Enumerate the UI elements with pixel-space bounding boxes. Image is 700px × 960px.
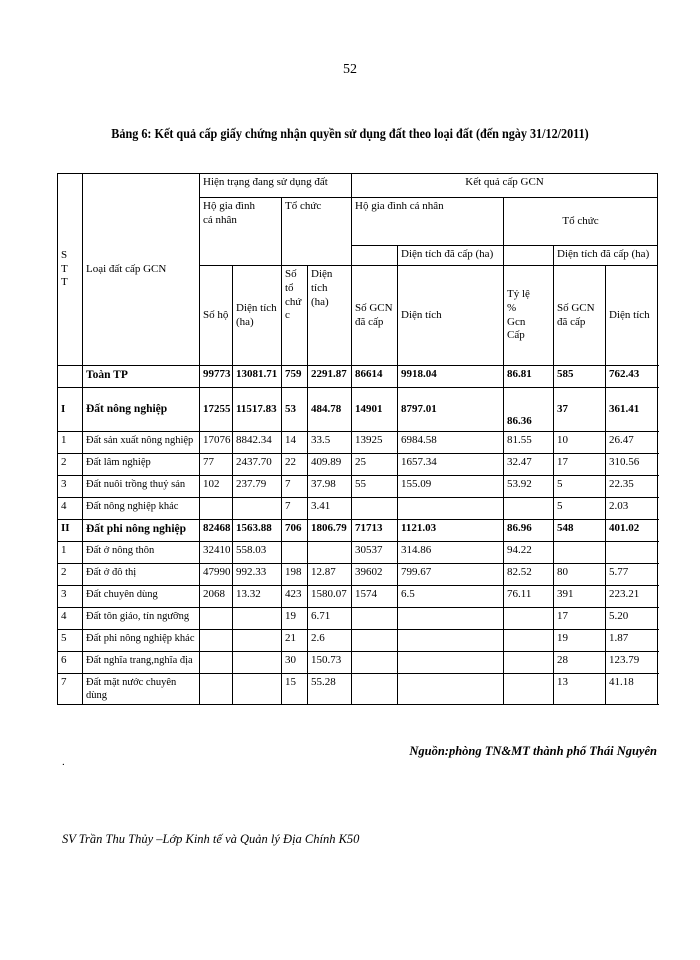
- header-org-result: Tổ chức: [504, 198, 658, 246]
- header-blank-cell: [504, 246, 554, 266]
- row-land-type: Đất tôn giáo, tín ngưỡng: [83, 608, 200, 630]
- cell-area-household: 13.32: [233, 586, 282, 608]
- row-land-type: Đất sản xuất nông nghiệp: [83, 432, 200, 454]
- table-row: [58, 674, 658, 705]
- table-row: [58, 564, 658, 586]
- row-stt: II: [58, 520, 83, 542]
- table-row: [58, 476, 658, 498]
- header-stt: S T T: [58, 174, 83, 366]
- row-stt: 4: [58, 498, 83, 520]
- cell-area-granted-household: 6.5: [398, 586, 504, 608]
- table-caption: Bảng 6: Kết quả cấp giấy chứng nhận quyền sử dụng đất theo loại đất (đến ngày 31/12/2011): [111, 126, 589, 141]
- cell-gcn-household: 30537: [352, 542, 398, 564]
- cell-area-granted-org: [606, 542, 658, 564]
- cell-households: [200, 608, 233, 630]
- cell-gcn-household: 39602: [352, 564, 398, 586]
- row-stt: 2: [58, 454, 83, 476]
- cell-area-granted-household: 9918.04: [398, 366, 504, 388]
- header-pct: Tỷ lệ % Gcn Cấp: [504, 266, 554, 366]
- header-area-granted-org: Diện tích đã cấp (ha): [554, 246, 658, 266]
- cell-area-granted-org: 41.18: [606, 674, 658, 705]
- page-footer: SV Trần Thu Thủy –Lớp Kinh tế và Quản lý Địa Chính K50: [62, 832, 360, 846]
- cell-area-household: 237.79: [233, 476, 282, 498]
- cell-pct-household: 86.96: [504, 520, 554, 542]
- cell-gcn-household: [352, 652, 398, 674]
- cell-gcn-household: 25: [352, 454, 398, 476]
- cell-gcn-org: 17: [554, 608, 606, 630]
- cell-households: [200, 652, 233, 674]
- cell-orgs: 22: [282, 454, 308, 476]
- cell-pct-household: 94.22: [504, 542, 554, 564]
- row-land-type: Đất chuyên dùng: [83, 586, 200, 608]
- cell-area-granted-household: 799.67: [398, 564, 504, 586]
- row-stt: 7: [58, 674, 83, 705]
- cell-area-granted-household: 8797.01: [398, 388, 504, 432]
- cell-pct-household: [504, 608, 554, 630]
- cell-area-granted-household: 1657.34: [398, 454, 504, 476]
- cell-area-household: 992.33: [233, 564, 282, 586]
- cell-gcn-household: [352, 630, 398, 652]
- cell-area-org: 150.73: [308, 652, 352, 674]
- cell-area-household: 13081.71: [233, 366, 282, 388]
- table-row: [58, 366, 658, 388]
- cell-gcn-org: 80: [554, 564, 606, 586]
- cell-area-household: [233, 498, 282, 520]
- row-stt: 6: [58, 652, 83, 674]
- cell-orgs: 53: [282, 388, 308, 432]
- cell-area-granted-household: [398, 608, 504, 630]
- cell-area-household: 558.03: [233, 542, 282, 564]
- page-number: 52: [343, 62, 357, 77]
- cell-orgs: 198: [282, 564, 308, 586]
- cell-area-org: 2.6: [308, 630, 352, 652]
- row-stt: 3: [58, 586, 83, 608]
- cell-pct-household: 82.52: [504, 564, 554, 586]
- header-blank-cell: [352, 246, 398, 266]
- cell-gcn-household: [352, 674, 398, 705]
- table-row: [58, 652, 658, 674]
- cell-orgs: 14: [282, 432, 308, 454]
- table-row: [58, 608, 658, 630]
- cell-gcn-org: 5: [554, 476, 606, 498]
- cell-orgs: 21: [282, 630, 308, 652]
- row-land-type: Đất phi nông nghiệp khác: [83, 630, 200, 652]
- cell-area-granted-org: 361.41: [606, 388, 658, 432]
- gcn-results-table: [57, 173, 658, 705]
- cell-gcn-org: 10: [554, 432, 606, 454]
- row-land-type: Đất nuôi trồng thuỷ sản: [83, 476, 200, 498]
- header-num-orgs: Số tổ chứ c: [282, 266, 308, 366]
- table-row: [58, 520, 658, 542]
- cell-gcn-org: [554, 542, 606, 564]
- cell-gcn-org: 548: [554, 520, 606, 542]
- cell-area-org: [308, 542, 352, 564]
- row-stt: [58, 366, 83, 388]
- table-row: [58, 432, 658, 454]
- header-area: Diện tích: [398, 266, 504, 366]
- cell-area-org: 37.98: [308, 476, 352, 498]
- cell-area-household: 1563.88: [233, 520, 282, 542]
- row-land-type: Đất nông nghiệp khác: [83, 498, 200, 520]
- cell-area-granted-org: 310.56: [606, 454, 658, 476]
- header-result: Kết quả cấp GCN: [352, 174, 658, 198]
- cell-pct-household: 86.81: [504, 366, 554, 388]
- cell-pct-household: 86.36: [504, 388, 554, 432]
- table-row: [58, 454, 658, 476]
- header-num-gcn: Số GCN đã cấp: [352, 266, 398, 366]
- header-area-org: Diện tích: [606, 266, 658, 366]
- cell-area-granted-household: 155.09: [398, 476, 504, 498]
- cell-pct-household: 53.92: [504, 476, 554, 498]
- cell-pct-household: [504, 674, 554, 705]
- cell-pct-household: 81.55: [504, 432, 554, 454]
- cell-area-granted-org: 26.47: [606, 432, 658, 454]
- cell-households: 17255: [200, 388, 233, 432]
- cell-area-org: 409.89: [308, 454, 352, 476]
- cell-gcn-household: 71713: [352, 520, 398, 542]
- cell-area-org: 12.87: [308, 564, 352, 586]
- cell-pct-household: [504, 652, 554, 674]
- stray-dot: .: [62, 756, 65, 768]
- cell-households: 17076: [200, 432, 233, 454]
- cell-households: [200, 630, 233, 652]
- row-land-type: Đất ở đô thị: [83, 564, 200, 586]
- cell-households: 47990: [200, 564, 233, 586]
- row-stt: 2: [58, 564, 83, 586]
- cell-gcn-household: 55: [352, 476, 398, 498]
- cell-orgs: [282, 542, 308, 564]
- cell-pct-household: [504, 498, 554, 520]
- row-stt: I: [58, 388, 83, 432]
- cell-area-household: [233, 652, 282, 674]
- header-org: Tổ chức: [282, 198, 352, 266]
- row-stt: 1: [58, 542, 83, 564]
- cell-area-granted-org: 1.87: [606, 630, 658, 652]
- cell-area-granted-org: 223.21: [606, 586, 658, 608]
- row-land-type: Đất ở nông thôn: [83, 542, 200, 564]
- cell-area-granted-org: 123.79: [606, 652, 658, 674]
- header-household: Hộ gia đình cá nhân: [200, 198, 282, 266]
- header-area-granted: Diện tích đã cấp (ha): [398, 246, 504, 266]
- cell-area-granted-household: 314.86: [398, 542, 504, 564]
- header-num-gcn-org: Số GCN đã cấp: [554, 266, 606, 366]
- table-row: [58, 586, 658, 608]
- table-row: [58, 630, 658, 652]
- cell-orgs: 7: [282, 498, 308, 520]
- cell-gcn-household: 86614: [352, 366, 398, 388]
- cell-area-granted-household: [398, 498, 504, 520]
- cell-area-granted-household: [398, 630, 504, 652]
- cell-gcn-household: 13925: [352, 432, 398, 454]
- cell-households: [200, 674, 233, 705]
- cell-gcn-household: [352, 608, 398, 630]
- cell-area-granted-household: [398, 652, 504, 674]
- cell-area-granted-household: 1121.03: [398, 520, 504, 542]
- row-stt: 5: [58, 630, 83, 652]
- cell-households: 99773: [200, 366, 233, 388]
- cell-area-org: 2291.87: [308, 366, 352, 388]
- cell-area-granted-org: 762.43: [606, 366, 658, 388]
- cell-area-household: [233, 674, 282, 705]
- cell-households: 32410: [200, 542, 233, 564]
- cell-gcn-org: 5: [554, 498, 606, 520]
- cell-area-household: 8842.34: [233, 432, 282, 454]
- cell-orgs: 706: [282, 520, 308, 542]
- cell-households: 2068: [200, 586, 233, 608]
- cell-gcn-org: 13: [554, 674, 606, 705]
- table-row: [58, 388, 658, 432]
- cell-area-org: 1806.79: [308, 520, 352, 542]
- cell-orgs: 759: [282, 366, 308, 388]
- cell-households: [200, 498, 233, 520]
- row-stt: 3: [58, 476, 83, 498]
- table-row: [58, 542, 658, 564]
- header-area-ha: Diện tích (ha): [233, 266, 282, 366]
- cell-gcn-household: [352, 498, 398, 520]
- cell-households: 82468: [200, 520, 233, 542]
- cell-gcn-household: 1574: [352, 586, 398, 608]
- cell-pct-household: [504, 630, 554, 652]
- cell-gcn-org: 37: [554, 388, 606, 432]
- header-land-type: Loại đất cấp GCN: [83, 174, 200, 366]
- cell-area-org: 484.78: [308, 388, 352, 432]
- cell-orgs: 30: [282, 652, 308, 674]
- row-land-type: Toàn TP: [83, 366, 200, 388]
- cell-area-granted-org: 22.35: [606, 476, 658, 498]
- cell-area-org: 1580.07: [308, 586, 352, 608]
- table-row: [58, 498, 658, 520]
- cell-pct-household: 76.11: [504, 586, 554, 608]
- cell-area-granted-household: 6984.58: [398, 432, 504, 454]
- cell-area-granted-org: 5.77: [606, 564, 658, 586]
- cell-area-granted-org: 401.02: [606, 520, 658, 542]
- header-area-ha-org: Diện tích (ha): [308, 266, 352, 366]
- cell-orgs: 19: [282, 608, 308, 630]
- row-land-type: Đất phi nông nghiệp: [83, 520, 200, 542]
- cell-area-household: [233, 608, 282, 630]
- row-stt: 4: [58, 608, 83, 630]
- cell-gcn-org: 28: [554, 652, 606, 674]
- cell-gcn-household: 14901: [352, 388, 398, 432]
- cell-orgs: 423: [282, 586, 308, 608]
- row-stt: 1: [58, 432, 83, 454]
- row-land-type: Đất nông nghiệp: [83, 388, 200, 432]
- cell-area-granted-org: 2.03: [606, 498, 658, 520]
- header-num-households: Số hộ: [200, 266, 233, 366]
- cell-gcn-org: 19: [554, 630, 606, 652]
- cell-area-org: 55.28: [308, 674, 352, 705]
- cell-area-household: 11517.83: [233, 388, 282, 432]
- header-household-individual: Hộ gia đình cá nhân: [352, 198, 504, 246]
- cell-households: 102: [200, 476, 233, 498]
- cell-area-household: 2437.70: [233, 454, 282, 476]
- source-note: Nguồn:phòng TN&MT thành phố Thái Nguyên: [409, 744, 657, 758]
- cell-area-household: [233, 630, 282, 652]
- cell-gcn-org: 17: [554, 454, 606, 476]
- cell-area-org: 3.41: [308, 498, 352, 520]
- cell-area-org: 33.5: [308, 432, 352, 454]
- row-land-type: Đất lâm nghiệp: [83, 454, 200, 476]
- cell-households: 77: [200, 454, 233, 476]
- row-land-type: Đất nghĩa trang,nghĩa địa: [83, 652, 200, 674]
- cell-area-granted-org: 5.20: [606, 608, 658, 630]
- cell-orgs: 15: [282, 674, 308, 705]
- cell-pct-household: 32.47: [504, 454, 554, 476]
- cell-orgs: 7: [282, 476, 308, 498]
- cell-gcn-org: 391: [554, 586, 606, 608]
- header-current-status: Hiện trạng đang sử dụng đất: [200, 174, 352, 198]
- cell-area-org: 6.71: [308, 608, 352, 630]
- cell-area-granted-household: [398, 674, 504, 705]
- row-land-type: Đất mặt nước chuyên dùng: [83, 674, 200, 705]
- cell-gcn-org: 585: [554, 366, 606, 388]
